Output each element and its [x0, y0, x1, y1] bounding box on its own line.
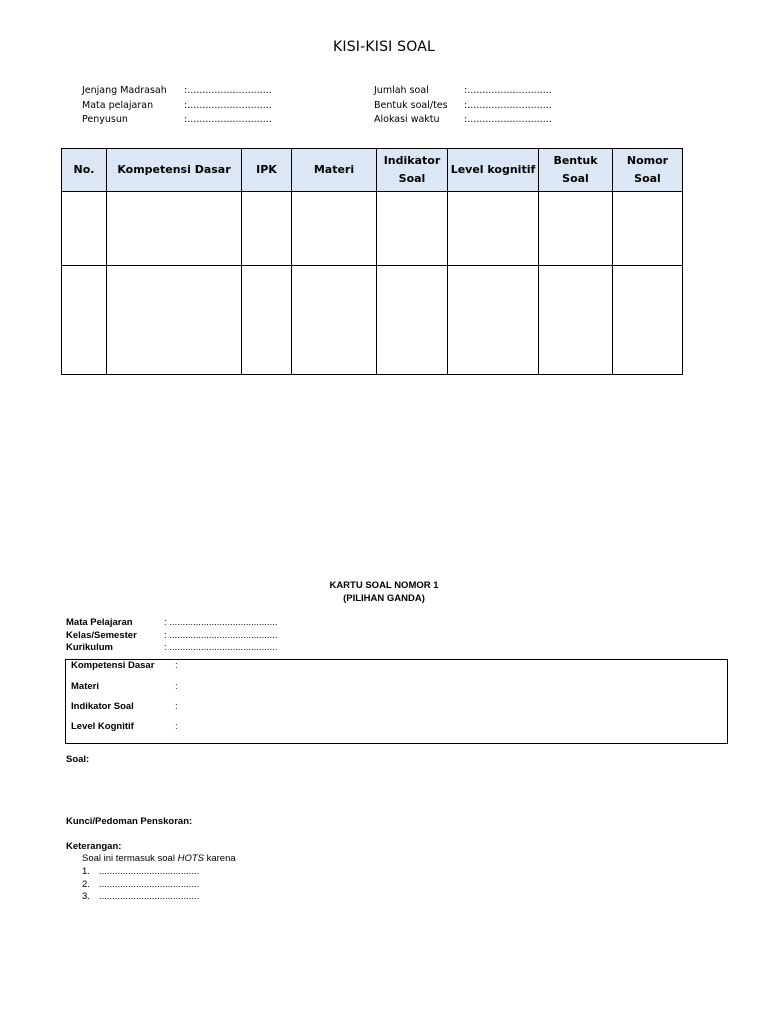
meta-row-alokasi: [374, 113, 552, 128]
info-row-mapel: [66, 617, 278, 630]
column-header-bentuk-soal: Bentuk Soal: [539, 149, 613, 192]
meta-row-jumlah: [374, 84, 552, 99]
meta-label: Alokasi waktu: [374, 114, 440, 125]
table-row: [62, 266, 683, 375]
list-item-text: ......................................: [99, 891, 200, 902]
table-cell[interactable]: [292, 266, 377, 375]
table-cell[interactable]: [242, 266, 292, 375]
info-label: Kurikulum: [66, 642, 113, 653]
meta-value: :............................: [464, 99, 552, 111]
table-cell[interactable]: [62, 192, 107, 266]
info-label: Mata Pelajaran: [66, 617, 133, 628]
keterangan-text-em: HOTS: [177, 853, 204, 864]
meta-row-bentuk: [374, 99, 552, 114]
table-cell[interactable]: [62, 266, 107, 375]
meta-label: Mata pelajaran: [82, 99, 154, 111]
page-title: KISI-KISI SOAL: [333, 39, 435, 55]
keterangan-list: [82, 866, 199, 904]
list-item: [82, 866, 199, 879]
keterangan-text-before: Soal ini termasuk soal: [82, 853, 178, 864]
meta-value: :............................: [464, 114, 552, 125]
info-value: : .........................................: [164, 642, 278, 653]
list-item-number: 1.: [82, 866, 90, 877]
table-header-row: [62, 149, 683, 192]
meta-left: [82, 84, 272, 128]
box-label: Kompetensi Dasar: [71, 660, 155, 671]
meta-row-penyusun: [82, 113, 272, 128]
column-header-ipk: IPK: [242, 149, 292, 192]
column-header-nomor-soal: Nomor Soal: [613, 149, 683, 192]
box-value: :: [175, 681, 178, 692]
table-cell[interactable]: [107, 192, 242, 266]
column-header-level-kognitif: Level kognitif: [448, 149, 539, 192]
table-row: [62, 192, 683, 266]
info-row-kurikulum: [66, 642, 278, 655]
card-subtitle: (PILIHAN GANDA): [343, 593, 425, 604]
kisi-table: [61, 148, 683, 375]
info-value: : .........................................: [164, 629, 278, 641]
box-row-level: [71, 721, 178, 732]
meta-row-mapel: [82, 99, 272, 114]
box-label: Level Kognitif: [71, 721, 134, 732]
box-value: :: [175, 701, 178, 712]
box-row-kompetensi: [71, 660, 178, 671]
meta-value: :............................: [184, 99, 272, 111]
card-title: KARTU SOAL NOMOR 1: [329, 580, 439, 591]
info-value: : .........................................: [164, 617, 278, 628]
table-cell[interactable]: [613, 266, 683, 375]
meta-value: :............................: [184, 85, 272, 96]
meta-label: Penyusun: [82, 114, 128, 125]
meta-label: Jumlah soal: [374, 85, 429, 96]
table-cell[interactable]: [448, 266, 539, 375]
table-cell[interactable]: [539, 192, 613, 266]
list-item: [82, 891, 199, 904]
list-item-text: ......................................: [99, 866, 200, 877]
info-label: Kelas/Semester: [66, 629, 137, 641]
column-header-materi: Materi: [292, 149, 377, 192]
meta-value: :............................: [184, 114, 272, 125]
column-header-kompetensi-dasar: Kompetensi Dasar: [107, 149, 242, 192]
box-value: :: [175, 721, 178, 732]
table-cell[interactable]: [613, 192, 683, 266]
table-cell[interactable]: [292, 192, 377, 266]
box-label: Materi: [71, 681, 99, 692]
box-label: Indikator Soal: [71, 701, 134, 712]
meta-right: [374, 84, 552, 128]
table-cell[interactable]: [539, 266, 613, 375]
meta-label: Jenjang Madrasah: [82, 85, 167, 96]
table-cell[interactable]: [448, 192, 539, 266]
list-item-number: 3.: [82, 891, 90, 902]
table-cell[interactable]: [377, 192, 448, 266]
meta-value: :............................: [464, 85, 552, 96]
table-cell[interactable]: [107, 266, 242, 375]
column-header-no: No.: [62, 149, 107, 192]
card-box: [65, 659, 728, 744]
table-cell[interactable]: [377, 266, 448, 375]
list-item-text: ......................................: [99, 878, 200, 890]
box-row-indikator: [71, 701, 178, 712]
list-item-number: 2.: [82, 878, 90, 890]
keterangan-label: Keterangan:: [66, 841, 122, 852]
table-cell[interactable]: [242, 192, 292, 266]
list-item: [82, 879, 199, 892]
keterangan-text-after: karena: [203, 853, 236, 864]
kunci-label: Kunci/Pedoman Penskoran:: [66, 816, 193, 827]
column-header-indikator-soal: Indikator Soal: [377, 149, 448, 192]
meta-label: Bentuk soal/tes: [374, 99, 448, 111]
keterangan-text: [82, 853, 236, 866]
box-row-materi: [71, 681, 178, 692]
soal-label: Soal:: [66, 754, 90, 765]
card-info: [66, 617, 278, 655]
meta-row-jenjang: [82, 84, 272, 99]
box-value: :: [175, 660, 178, 671]
info-row-kelas: [66, 630, 278, 643]
